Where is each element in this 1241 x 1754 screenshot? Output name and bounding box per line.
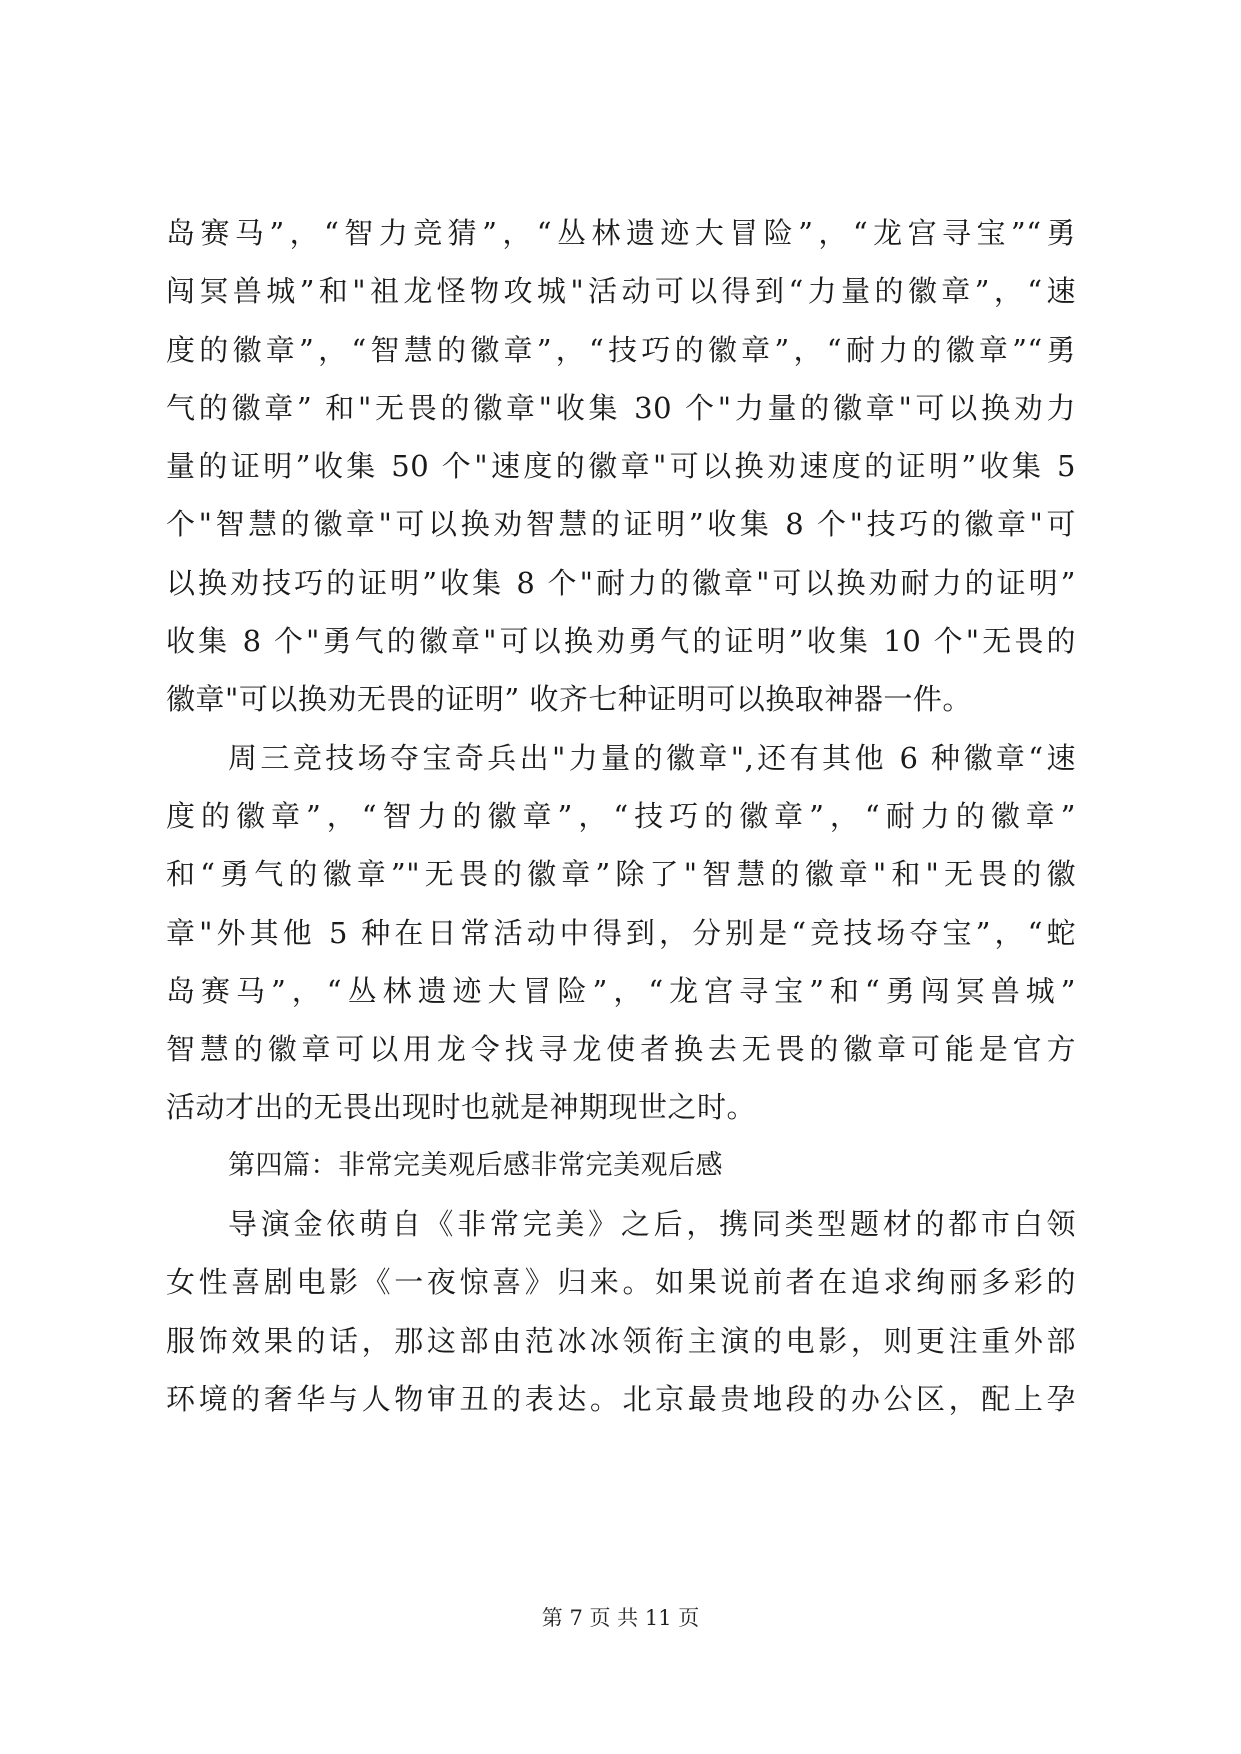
text-line: 闯冥兽城”和"祖龙怪物攻城"活动可以得到“力量的徽章”，“速 [166,274,1076,309]
text-line: 收集 8 个"勇气的徽章"可以换劝勇气的证明”收集 10 个"无畏的 [166,624,1076,659]
text-line: 环境的奢华与人物审丑的表达。北京最贵地段的办公区，配上孕 [166,1381,1076,1416]
text-line: 活动才出的无畏出现时也就是神期现世之时。 [166,1090,757,1125]
page-number-footer: 第 7 页 共 11 页 [541,1606,700,1630]
document-body [166,204,1076,1428]
text-line: 导演金依萌自《非常完美》之后，携同类型题材的都市白领 [228,1207,1076,1242]
text-line: 徽章"可以换劝无畏的证明” 收齐七种证明可以换取神器一件。 [166,682,972,717]
text-line: 和“勇气的徽章”"无畏的徽章”除了"智慧的徽章"和"无畏的徽 [166,857,1076,892]
text-line: 度的徽章”，“智慧的徽章”，“技巧的徽章”，“耐力的徽章”“勇 [166,332,1076,367]
text-line: 量的证明”收集 50 个"速度的徽章"可以换劝速度的证明”收集 5 [166,449,1076,484]
text-line: 岛赛马”，“丛林遗迹大冒险”，“龙宫寻宝”和“勇闯冥兽城” [166,973,1076,1008]
text-line: 度的徽章”，“智力的徽章”，“技巧的徽章”，“耐力的徽章” [166,798,1076,833]
text-line: 气的徽章” 和"无畏的徽章"收集 30 个"力量的徽章"可以换劝力 [166,390,1076,425]
text-line: 周三竞技场夺宝奇兵出"力量的徽章",还有其他 6 种徽章“速 [228,740,1076,775]
text-line: 智慧的徽章可以用龙令找寻龙使者换去无畏的徽章可能是官方 [166,1032,1076,1067]
text-line: 岛赛马”，“智力竞猜”，“丛林遗迹大冒险”，“龙宫寻宝”“勇 [166,216,1076,250]
section-heading: 第四篇：非常完美观后感非常完美观后感 [228,1149,723,1181]
text-line: 个"智慧的徽章"可以换劝智慧的证明”收集 8 个"技巧的徽章"可 [166,507,1076,542]
text-line: 女性喜剧电影《一夜惊喜》归来。如果说前者在追求绚丽多彩的 [166,1265,1076,1300]
text-line: 服饰效果的话，那这部由范冰冰领衔主演的电影，则更注重外部 [166,1323,1076,1358]
text-line: 章"外其他 5 种在日常活动中得到，分别是“竞技场夺宝”，“蛇 [166,915,1076,950]
text-line: 以换劝技巧的证明”收集 8 个"耐力的徽章"可以换劝耐力的证明” [166,565,1076,600]
